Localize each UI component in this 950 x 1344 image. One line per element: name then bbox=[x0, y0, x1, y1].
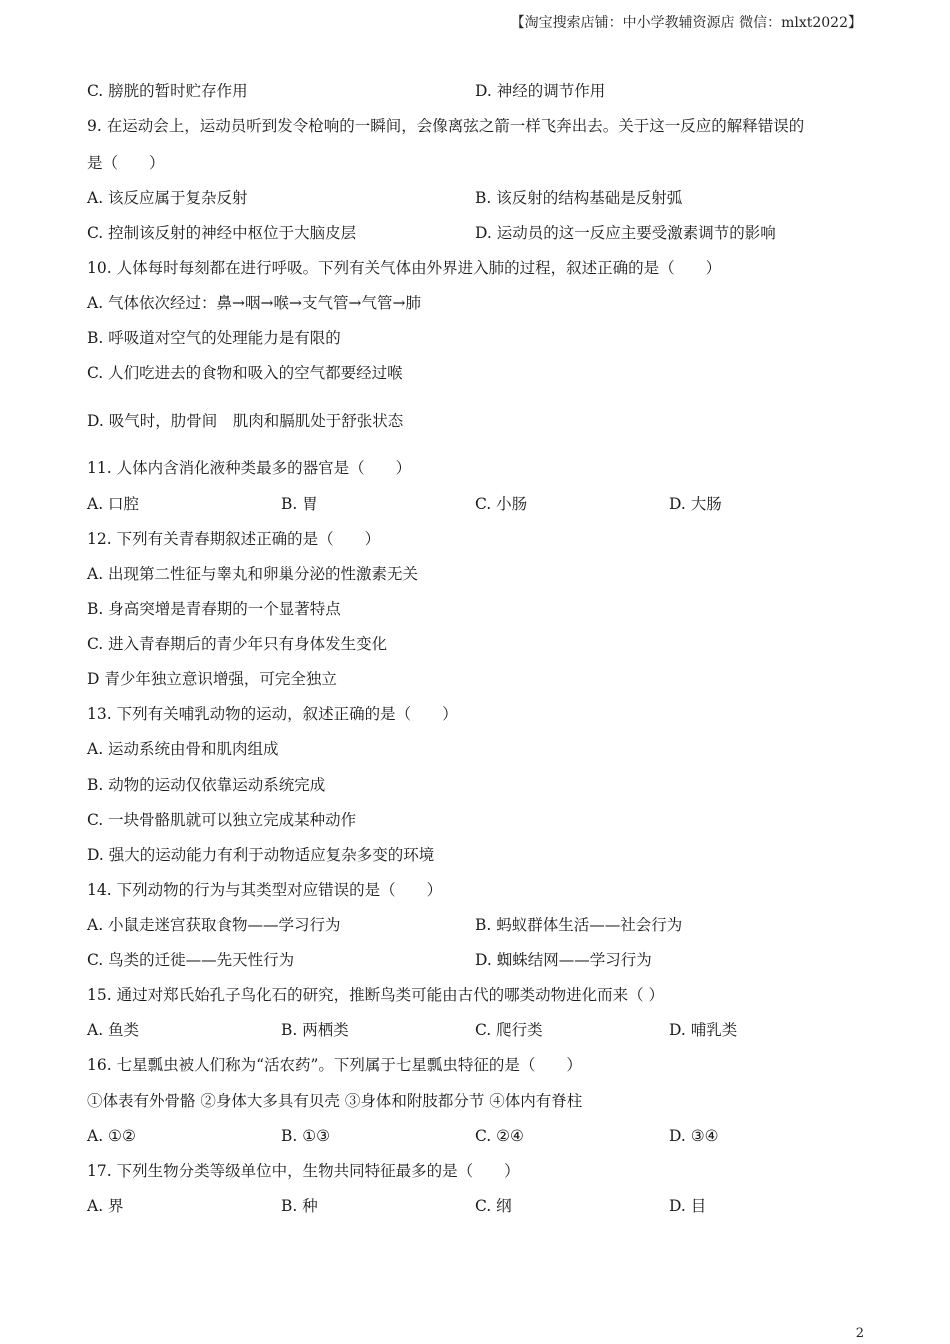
q10-stem: 10. 人体每时每刻都在进行呼吸。下列有关气体由外界进入肺的过程，叙述正确的是（ ） bbox=[87, 259, 722, 277]
q11-option-c: C. 小肠 bbox=[475, 495, 528, 513]
q16-option-b: B. ①③ bbox=[281, 1127, 331, 1145]
q12-stem: 12. 下列有关青春期叙述正确的是（ ） bbox=[87, 530, 381, 548]
q9-stem-cont: 是（ ） bbox=[87, 154, 165, 172]
q12-option-a: A. 出现第二性征与睾丸和卵巢分泌的性激素无关 bbox=[87, 565, 419, 583]
q14-option-a: A. 小鼠走迷宫获取食物——学习行为 bbox=[87, 916, 341, 934]
q15-option-b: B. 两栖类 bbox=[281, 1021, 349, 1039]
q8-option-c: C. 膀胱的暂时贮存作用 bbox=[87, 82, 248, 100]
q11-options-row bbox=[87, 494, 722, 514]
page-number: 2 bbox=[855, 1326, 864, 1341]
q9-option-d: D. 运动员的这一反应主要受激素调节的影响 bbox=[475, 224, 776, 242]
q16-stem: 16. 七星瓢虫被人们称为“活农药”。下列属于七星瓢虫特征的是（ ） bbox=[87, 1056, 582, 1074]
q9-stem: 9. 在运动会上，运动员听到发令枪响的一瞬间，会像离弦之箭一样飞奔出去。关于这一反应的解释错误的 bbox=[87, 117, 805, 135]
q17-option-d: D. 目 bbox=[669, 1197, 707, 1215]
q13-option-d: D. 强大的运动能力有利于动物适应复杂多变的环境 bbox=[87, 846, 435, 864]
q16-option-a: A. ①② bbox=[87, 1127, 136, 1145]
q15-option-a: A. 鱼类 bbox=[87, 1021, 140, 1039]
q17-option-b: B. 种 bbox=[281, 1197, 318, 1215]
q14-stem: 14. 下列动物的行为与其类型对应错误的是（ ） bbox=[87, 881, 443, 899]
q17-option-c: C. 纲 bbox=[475, 1197, 512, 1215]
q10-option-c: C. 人们吃进去的食物和吸入的空气都要经过喉 bbox=[87, 364, 403, 382]
q12-option-d: D 青少年独立意识增强，可完全独立 bbox=[87, 670, 337, 688]
q13-option-c: C. 一块骨骼肌就可以独立完成某种动作 bbox=[87, 811, 357, 829]
q11-option-a: A. 口腔 bbox=[87, 495, 140, 513]
q14-option-d: D. 蜘蛛结网——学习行为 bbox=[475, 951, 652, 969]
q14-options-row-1 bbox=[87, 915, 683, 935]
q15-stem: 15. 通过对郑氏始孔子鸟化石的研究，推断鸟类可能由古代的哪类动物进化而来（ ） bbox=[87, 986, 665, 1004]
q14-options-row-2 bbox=[87, 950, 652, 970]
q15-option-d: D. 哺乳类 bbox=[669, 1021, 738, 1039]
q14-option-c: C. 鸟类的迁徙——先天性行为 bbox=[87, 951, 295, 969]
q13-stem: 13. 下列有关哺乳动物的运动，叙述正确的是（ ） bbox=[87, 705, 458, 723]
q10-option-d: D. 吸气时，肋骨间 肌肉和膈肌处于舒张状态 bbox=[87, 412, 404, 430]
q15-options-row bbox=[87, 1020, 738, 1040]
q8-option-d: D. 神经的调节作用 bbox=[475, 82, 606, 100]
q9-option-b: B. 该反射的结构基础是反射弧 bbox=[475, 189, 683, 207]
q17-stem: 17. 下列生物分类等级单位中，生物共同特征最多的是（ ） bbox=[87, 1162, 520, 1180]
q9-option-c: C. 控制该反射的神经中枢位于大脑皮层 bbox=[87, 224, 357, 242]
q9-option-a: A. 该反应属于复杂反射 bbox=[87, 189, 248, 207]
q13-option-b: B. 动物的运动仅依靠运动系统完成 bbox=[87, 776, 326, 794]
q9-options-row-2 bbox=[87, 223, 776, 243]
q9-options-row-1 bbox=[87, 188, 683, 208]
q11-stem: 11. 人体内含消化液种类最多的器官是（ ） bbox=[87, 459, 412, 477]
q16-option-d: D. ③④ bbox=[669, 1127, 719, 1145]
q10-option-b: B. 呼吸道对空气的处理能力是有限的 bbox=[87, 329, 341, 347]
q16-option-c: C. ②④ bbox=[475, 1127, 524, 1145]
q12-option-b: B. 身高突增是青春期的一个显著特点 bbox=[87, 600, 341, 618]
q11-option-d: D. 大肠 bbox=[669, 495, 722, 513]
q12-option-c: C. 进入青春期后的青少年只有身体发生变化 bbox=[87, 635, 388, 653]
q17-option-a: A. 界 bbox=[87, 1197, 124, 1215]
q15-option-c: C. 爬行类 bbox=[475, 1021, 543, 1039]
q13-option-a: A. 运动系统由骨和肌肉组成 bbox=[87, 740, 279, 758]
q14-option-b: B. 蚂蚁群体生活——社会行为 bbox=[475, 916, 683, 934]
q16-options-row bbox=[87, 1126, 719, 1146]
q10-option-a: A. 气体依次经过：鼻→咽→喉→支气管→气管→肺 bbox=[87, 294, 421, 312]
q8-options-row bbox=[87, 81, 606, 101]
q17-options-row bbox=[87, 1196, 707, 1216]
q11-option-b: B. 胃 bbox=[281, 495, 318, 513]
page-header: 【淘宝搜索店铺：中小学教辅资源店 微信：mlxt2022】 bbox=[510, 15, 862, 31]
q16-features: ①体表有外骨骼 ②身体大多具有贝壳 ③身体和附肢都分节 ④体内有脊柱 bbox=[87, 1092, 583, 1110]
